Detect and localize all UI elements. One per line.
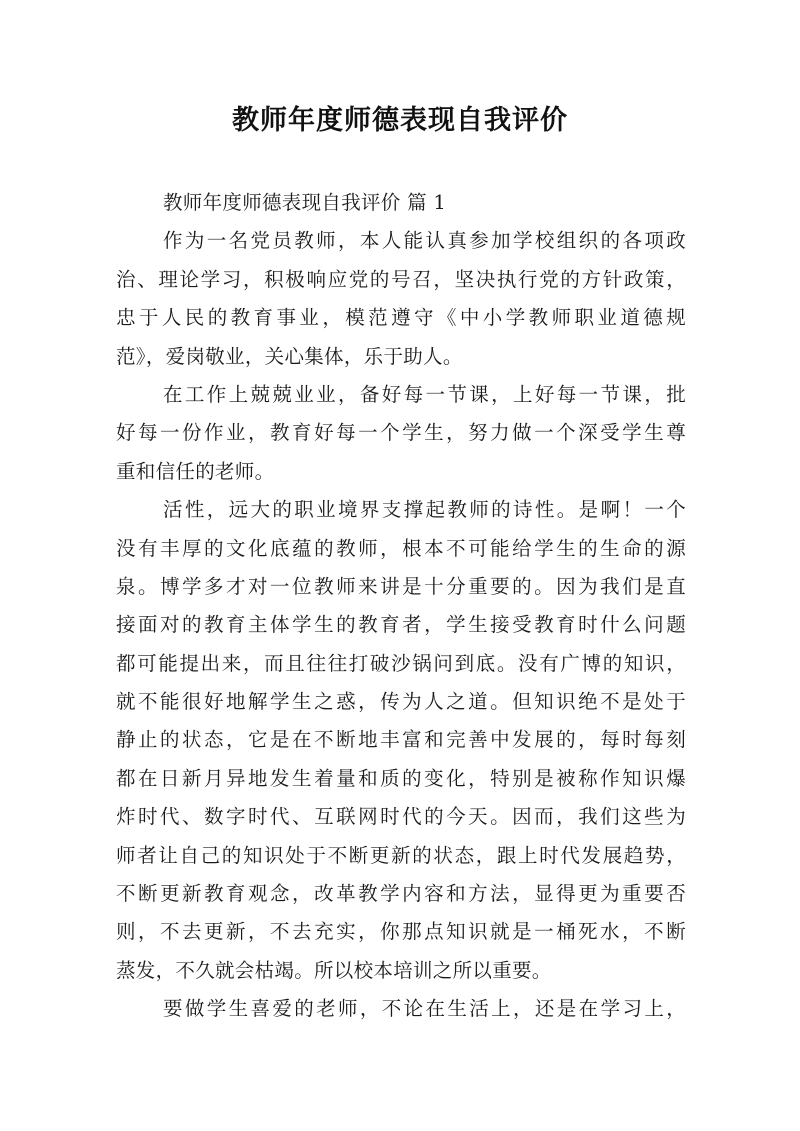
text-line: 活性，远大的职业境界支撑起教师的诗性。是啊！一个 (163, 498, 686, 522)
text-line: 忠于人民的教育事业，模范遵守《中小学教师职业道德规 (116, 306, 686, 330)
text-line: 重和信任的老师。 (116, 459, 275, 483)
text-line: 要做学生喜爱的老师，不论在生活上，还是在学习上， (163, 997, 686, 1021)
text-line: 就不能很好地解学生之惑，传为人之道。但知识绝不是处于 (116, 690, 686, 714)
text-line: 没有丰厚的文化底蕴的教师，根本不可能给学生的生命的源 (116, 536, 686, 560)
text-line: 都在日新月异地发生着量和质的变化，特别是被称作知识爆 (116, 766, 686, 790)
text-line: 治、理论学习，积极响应党的号召，坚决执行党的方针政策， (116, 267, 686, 291)
text-line: 炸时代、数字时代、互联网时代的今天。因而，我们这些为 (116, 805, 686, 829)
text-line: 泉。博学多才对一位教师来讲是十分重要的。因为我们是直 (116, 574, 686, 598)
text-line: 都可能提出来，而且往往打破沙锅问到底。没有广博的知识， (116, 651, 686, 675)
text-line: 蒸发，不久就会枯竭。所以校本培训之所以重要。 (116, 958, 552, 982)
text-line: 接面对的教育主体学生的教育者，学生接受教育时什么问题 (116, 613, 686, 637)
document-title: 教师年度师德表现自我评价 (232, 105, 568, 136)
text-line: 在工作上兢兢业业，备好每一节课，上好每一节课，批 (163, 382, 686, 406)
text-line: 好每一份作业，教育好每一个学生，努力做一个深受学生尊 (116, 421, 686, 445)
text-line: 静止的状态，它是在不断地丰富和完善中发展的，每时每刻 (116, 728, 686, 752)
section-heading: 教师年度师德表现自我评价 篇 1 (163, 191, 447, 214)
document-body (116, 184, 686, 1029)
text-line: 范》，爱岗敬业，关心集体，乐于助人。 (116, 344, 463, 368)
text-line: 则，不去更新，不去充实，你那点知识就是一桶死水，不断 (116, 920, 686, 944)
text-line: 不断更新教育观念，改革教学内容和方法，显得更为重要否 (116, 882, 686, 906)
text-line: 师者让自己的知识处于不断更新的状态，跟上时代发展趋势， (116, 843, 686, 867)
text-line: 作为一名党员教师，本人能认真参加学校组织的各项政 (163, 229, 686, 253)
